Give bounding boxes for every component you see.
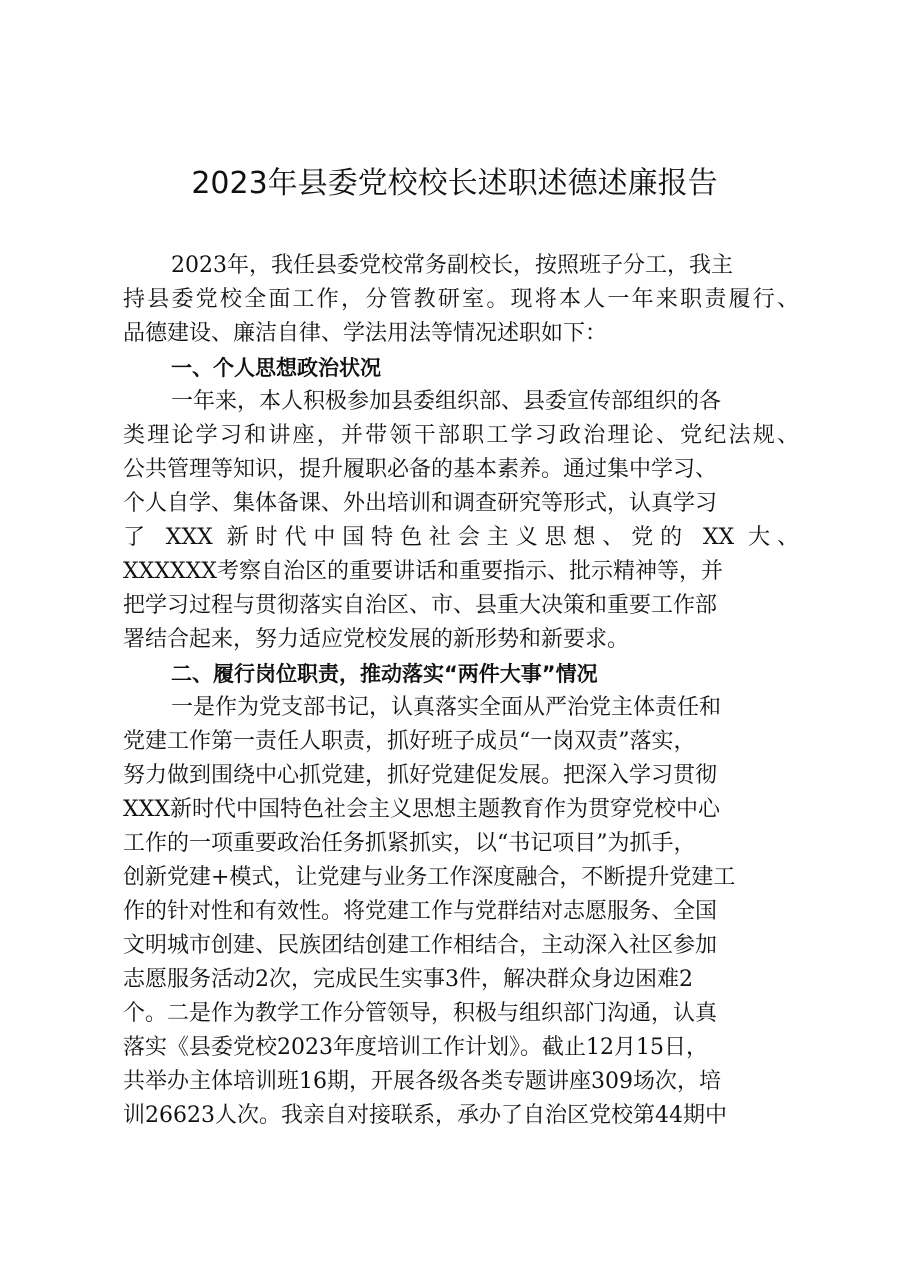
paragraph-line: XXXXXX考察自治区的重要讲话和重要指示、批示精神等，并 [123, 559, 723, 584]
paragraph-line: 了 XXX 新时代中国特色社会主义思想、党的 XX 大、 [123, 525, 799, 550]
paragraph-line: 训26623人次。我亲自对接联系，承办了自治区党校第44期中 [123, 1103, 727, 1128]
paragraph-line: 品德建设、廉洁自律、学法用法等情况述职如下： [123, 321, 608, 346]
paragraph-line: 一年来，本人积极参加县委组织部、县委宣传部组织的各 [171, 389, 722, 414]
paragraph-line: 署结合起来，努力适应党校发展的新形势和新要求。 [123, 627, 630, 652]
paragraph-line: 把学习过程与贯彻落实自治区、市、县重大决策和重要工作部 [123, 593, 718, 618]
paragraph-line: 个。二是作为教学工作分管领导，积极与组织部门沟通，认真 [123, 1001, 718, 1026]
section-heading: 一、个人思想政治状况 [171, 356, 381, 380]
paragraph-line: 公共管理等知识，提升履职必备的基本素养。通过集中学习、 [123, 457, 718, 482]
paragraph-line: 作的针对性和有效性。将党建工作与党群结对志愿服务、全国 [123, 899, 718, 924]
paragraph-line: 党建工作第一责任人职责，抓好班子成员“一岗双责”落实， [123, 729, 696, 754]
document-body [123, 249, 799, 1133]
paragraph-line: 文明城市创建、民族团结创建工作相结合，主动深入社区参加 [123, 933, 718, 958]
section-heading: 二、履行岗位职责，推动落实“两件大事”情况 [171, 662, 598, 686]
paragraph-line: 一是作为党支部书记，认真落实全面从严治党主体责任和 [171, 695, 722, 720]
paragraph-line: XXX新时代中国特色社会主义思想主题教育作为贯穿党校中心 [123, 797, 720, 822]
paragraph-line: 努力做到围绕中心抓党建，抓好党建促发展。把深入学习贯彻 [123, 763, 718, 788]
paragraph-line: 个人自学、集体备课、外出培训和调查研究等形式，认真学习 [123, 491, 718, 516]
paragraph-line: 类理论学习和讲座，并带领干部职工学习政治理论、党纪法规、 [123, 423, 799, 448]
paragraph-line: 工作的一项重要政治任务抓紧抓实，以“书记项目”为抓手， [123, 831, 696, 856]
paragraph-line: 共举办主体培训班16期，开展各级各类专题讲座309场次，培 [123, 1069, 721, 1094]
paragraph-line: 志愿服务活动2次，完成民生实事3件，解决群众身边困难2 [123, 967, 693, 992]
paragraph-line: 落实《县委党校2023年度培训工作计划》。截止12月15日， [123, 1035, 708, 1060]
document-title: 2023年县委党校校长述职述德述廉报告 [191, 166, 718, 201]
paragraph-line: 2023年，我任县委党校常务副校长，按照班子分工，我主 [171, 253, 733, 278]
paragraph-line: 持县委党校全面工作，分管教研室。现将本人一年来职责履行、 [123, 287, 799, 312]
paragraph-line: 创新党建+模式，让党建与业务工作深度融合，不断提升党建工 [123, 865, 736, 890]
